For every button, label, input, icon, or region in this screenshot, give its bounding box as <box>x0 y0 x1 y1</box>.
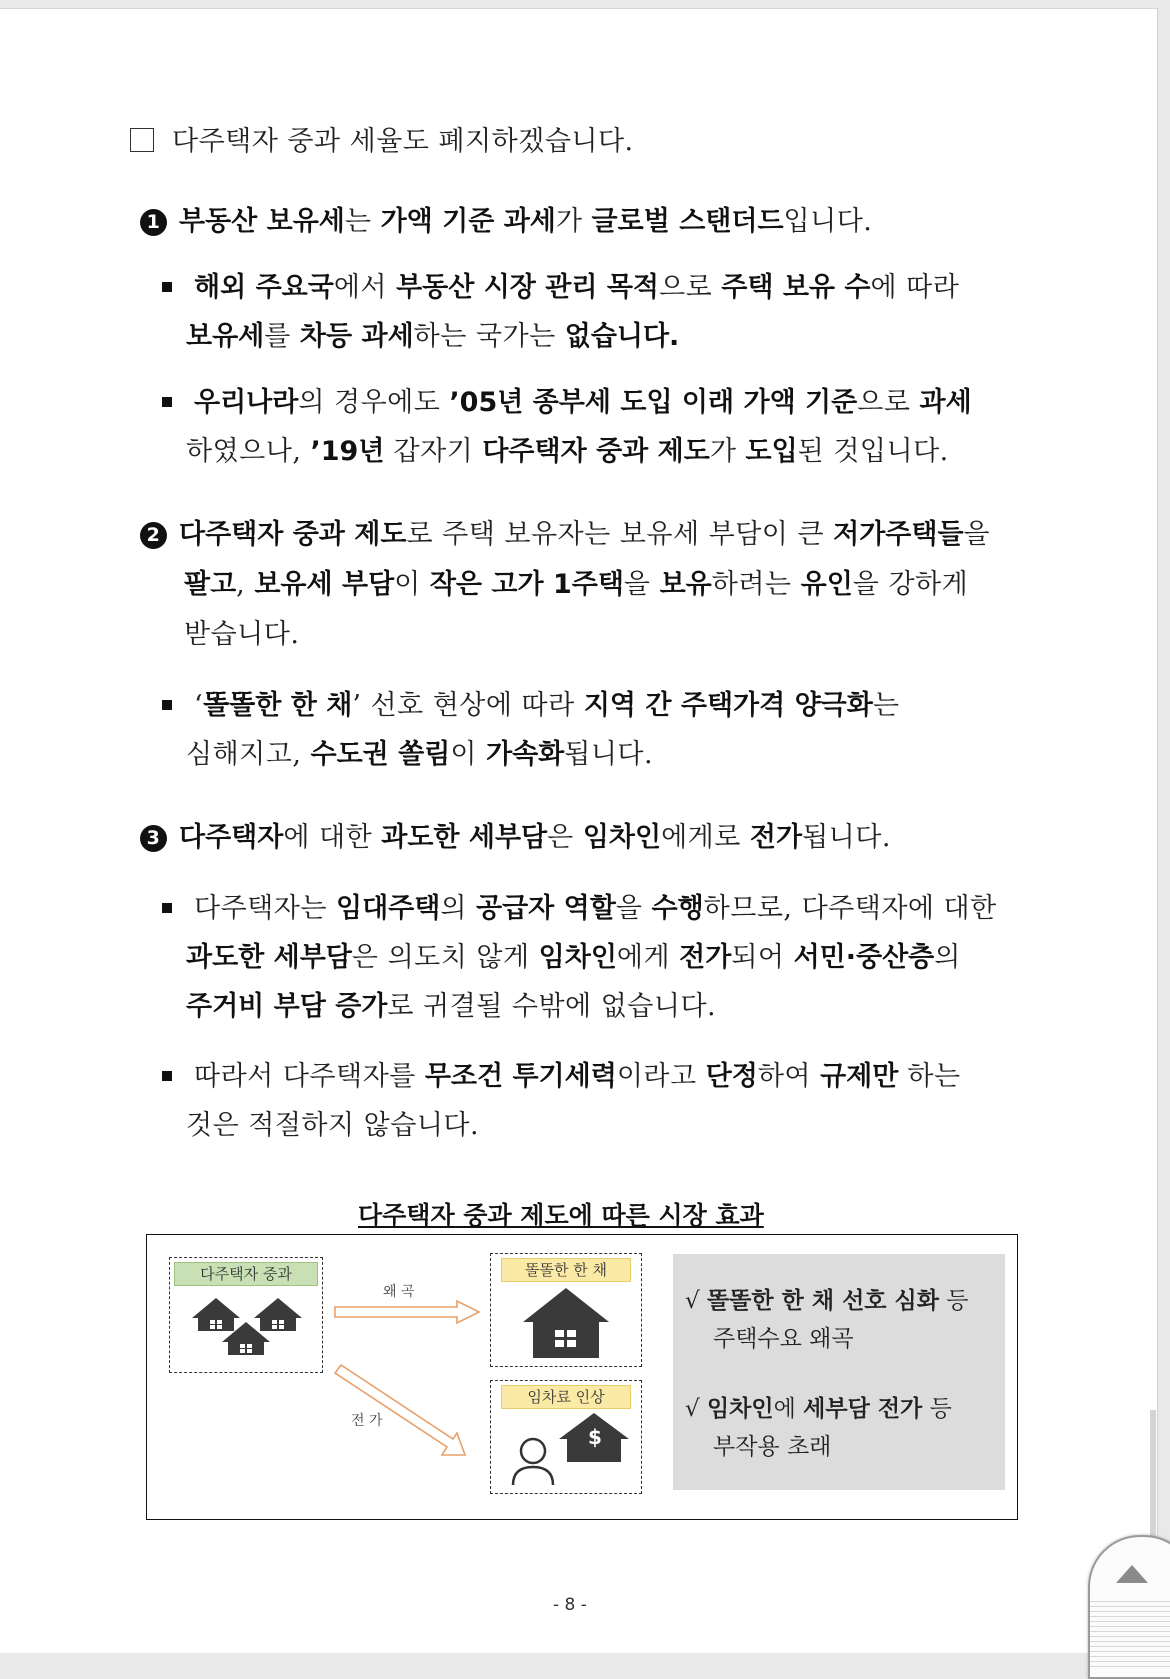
summary-point-2: √ 임차인에 세부담 전가 등 <box>685 1396 952 1422</box>
point-3-bullet-2-line-1: 따라서 다주택자를 무조건 투기세력이라고 단정하여 규제만 하는 <box>162 1054 961 1093</box>
checkbox-square-icon <box>130 128 154 152</box>
shift-arrow-label: 전 가 <box>351 1413 383 1429</box>
point-3-bullet-1-line-3: 주거비 부담 증가로 귀결될 수밖에 없습니다. <box>186 991 717 1022</box>
square-bullet-icon <box>162 1071 172 1081</box>
point-1-bullet-1-line-2: 보유세를 차등 과세하는 국가는 없습니다. <box>186 321 680 352</box>
point-3-bullet-1-line-2: 과도한 세부담은 의도치 않게 임차인에게 전가되어 서민·중산층의 <box>186 942 961 973</box>
summary-panel <box>673 1254 1005 1490</box>
page-number: - 8 - <box>553 1595 587 1615</box>
square-bullet-icon <box>162 397 172 407</box>
distortion-arrow-label: 왜 곡 <box>383 1284 415 1300</box>
point-1: 1 부동산 보유세는 가액 기준 과세가 글로벌 스탠더드입니다. <box>140 199 872 238</box>
smart-one-home-label: 똘똘한 한 채 <box>501 1258 631 1282</box>
multi-home-label: 다주택자 중과 <box>174 1262 318 1286</box>
house-icon <box>491 1282 641 1366</box>
point-2-line-1: 2 다주택자 중과 제도로 주택 보유자는 보유세 부담이 큰 저가주택들을 <box>140 512 990 551</box>
point-2-line-2: 팔고, 보유세 부담이 작은 고가 1주택을 보유하려는 유인을 강하게 <box>184 569 969 600</box>
point-2-bullet-1-line-1: ‘똘똘한 한 채’ 선호 현상에 따라 지역 간 주택가격 양극화는 <box>162 683 899 722</box>
point-1-bullet-2-line-2: 하였으나, ’19년 갑자기 다주택자 중과 제도가 도입된 것입니다. <box>186 436 949 467</box>
document-page <box>0 8 1158 1653</box>
summary-point-2-line-2: 부작용 초래 <box>713 1434 832 1460</box>
circled-number-2-icon: 2 <box>140 522 167 549</box>
figure-caption: 다주택자 중과 제도에 따른 시장 효과 <box>358 1201 764 1230</box>
circled-number-1-icon: 1 <box>140 209 167 236</box>
summary-point-1-line-2: 주택수요 왜곡 <box>713 1326 854 1352</box>
multi-home-box <box>169 1257 323 1373</box>
square-bullet-icon <box>162 903 172 913</box>
rent-increase-label: 임차료 인상 <box>501 1385 631 1409</box>
shift-arrow-icon <box>333 1363 483 1463</box>
point-3-bullet-1-line-1: 다주택자는 임대주택의 공급자 역할을 수행하므로, 다주택자에 대한 <box>162 886 997 925</box>
tenant-rent-icon <box>491 1409 641 1493</box>
square-bullet-icon <box>162 282 172 292</box>
distortion-arrow-icon <box>333 1297 483 1327</box>
scroll-grip <box>1090 1597 1170 1667</box>
point-3: 3 다주택자에 대한 과도한 세부담은 임차인에게로 전가됩니다. <box>140 815 891 854</box>
section-heading: 다주택자 중과 세율도 폐지하겠습니다. <box>130 119 634 158</box>
summary-point-1: √ 똘똘한 한 채 선호 심화 등 <box>685 1288 969 1314</box>
arrow-up-icon <box>1116 1565 1148 1583</box>
point-1-bullet-1-line-1: 해외 주요국에서 부동산 시장 관리 목적으로 주택 보유 수에 따라 <box>162 265 959 304</box>
dollar-sign: $ <box>588 1425 602 1449</box>
point-1-bullet-2-line-1: 우리나라의 경우에도 ’05년 종부세 도입 이래 가액 기준으로 과세 <box>162 380 972 419</box>
scroll-to-top-button[interactable] <box>1088 1535 1170 1679</box>
rent-increase-box <box>490 1380 642 1494</box>
market-effect-figure <box>146 1234 1018 1520</box>
smart-one-home-box <box>490 1253 642 1367</box>
scrollbar-track[interactable] <box>1150 1410 1156 1540</box>
houses-icon <box>170 1284 322 1370</box>
point-3-bullet-2-line-2: 것은 적절하지 않습니다. <box>186 1110 480 1141</box>
point-2-bullet-1-line-2: 심해지고, 수도권 쏠림이 가속화됩니다. <box>186 739 654 770</box>
point-2-line-3: 받습니다. <box>184 619 300 650</box>
circled-number-3-icon: 3 <box>140 825 167 852</box>
square-bullet-icon <box>162 700 172 710</box>
